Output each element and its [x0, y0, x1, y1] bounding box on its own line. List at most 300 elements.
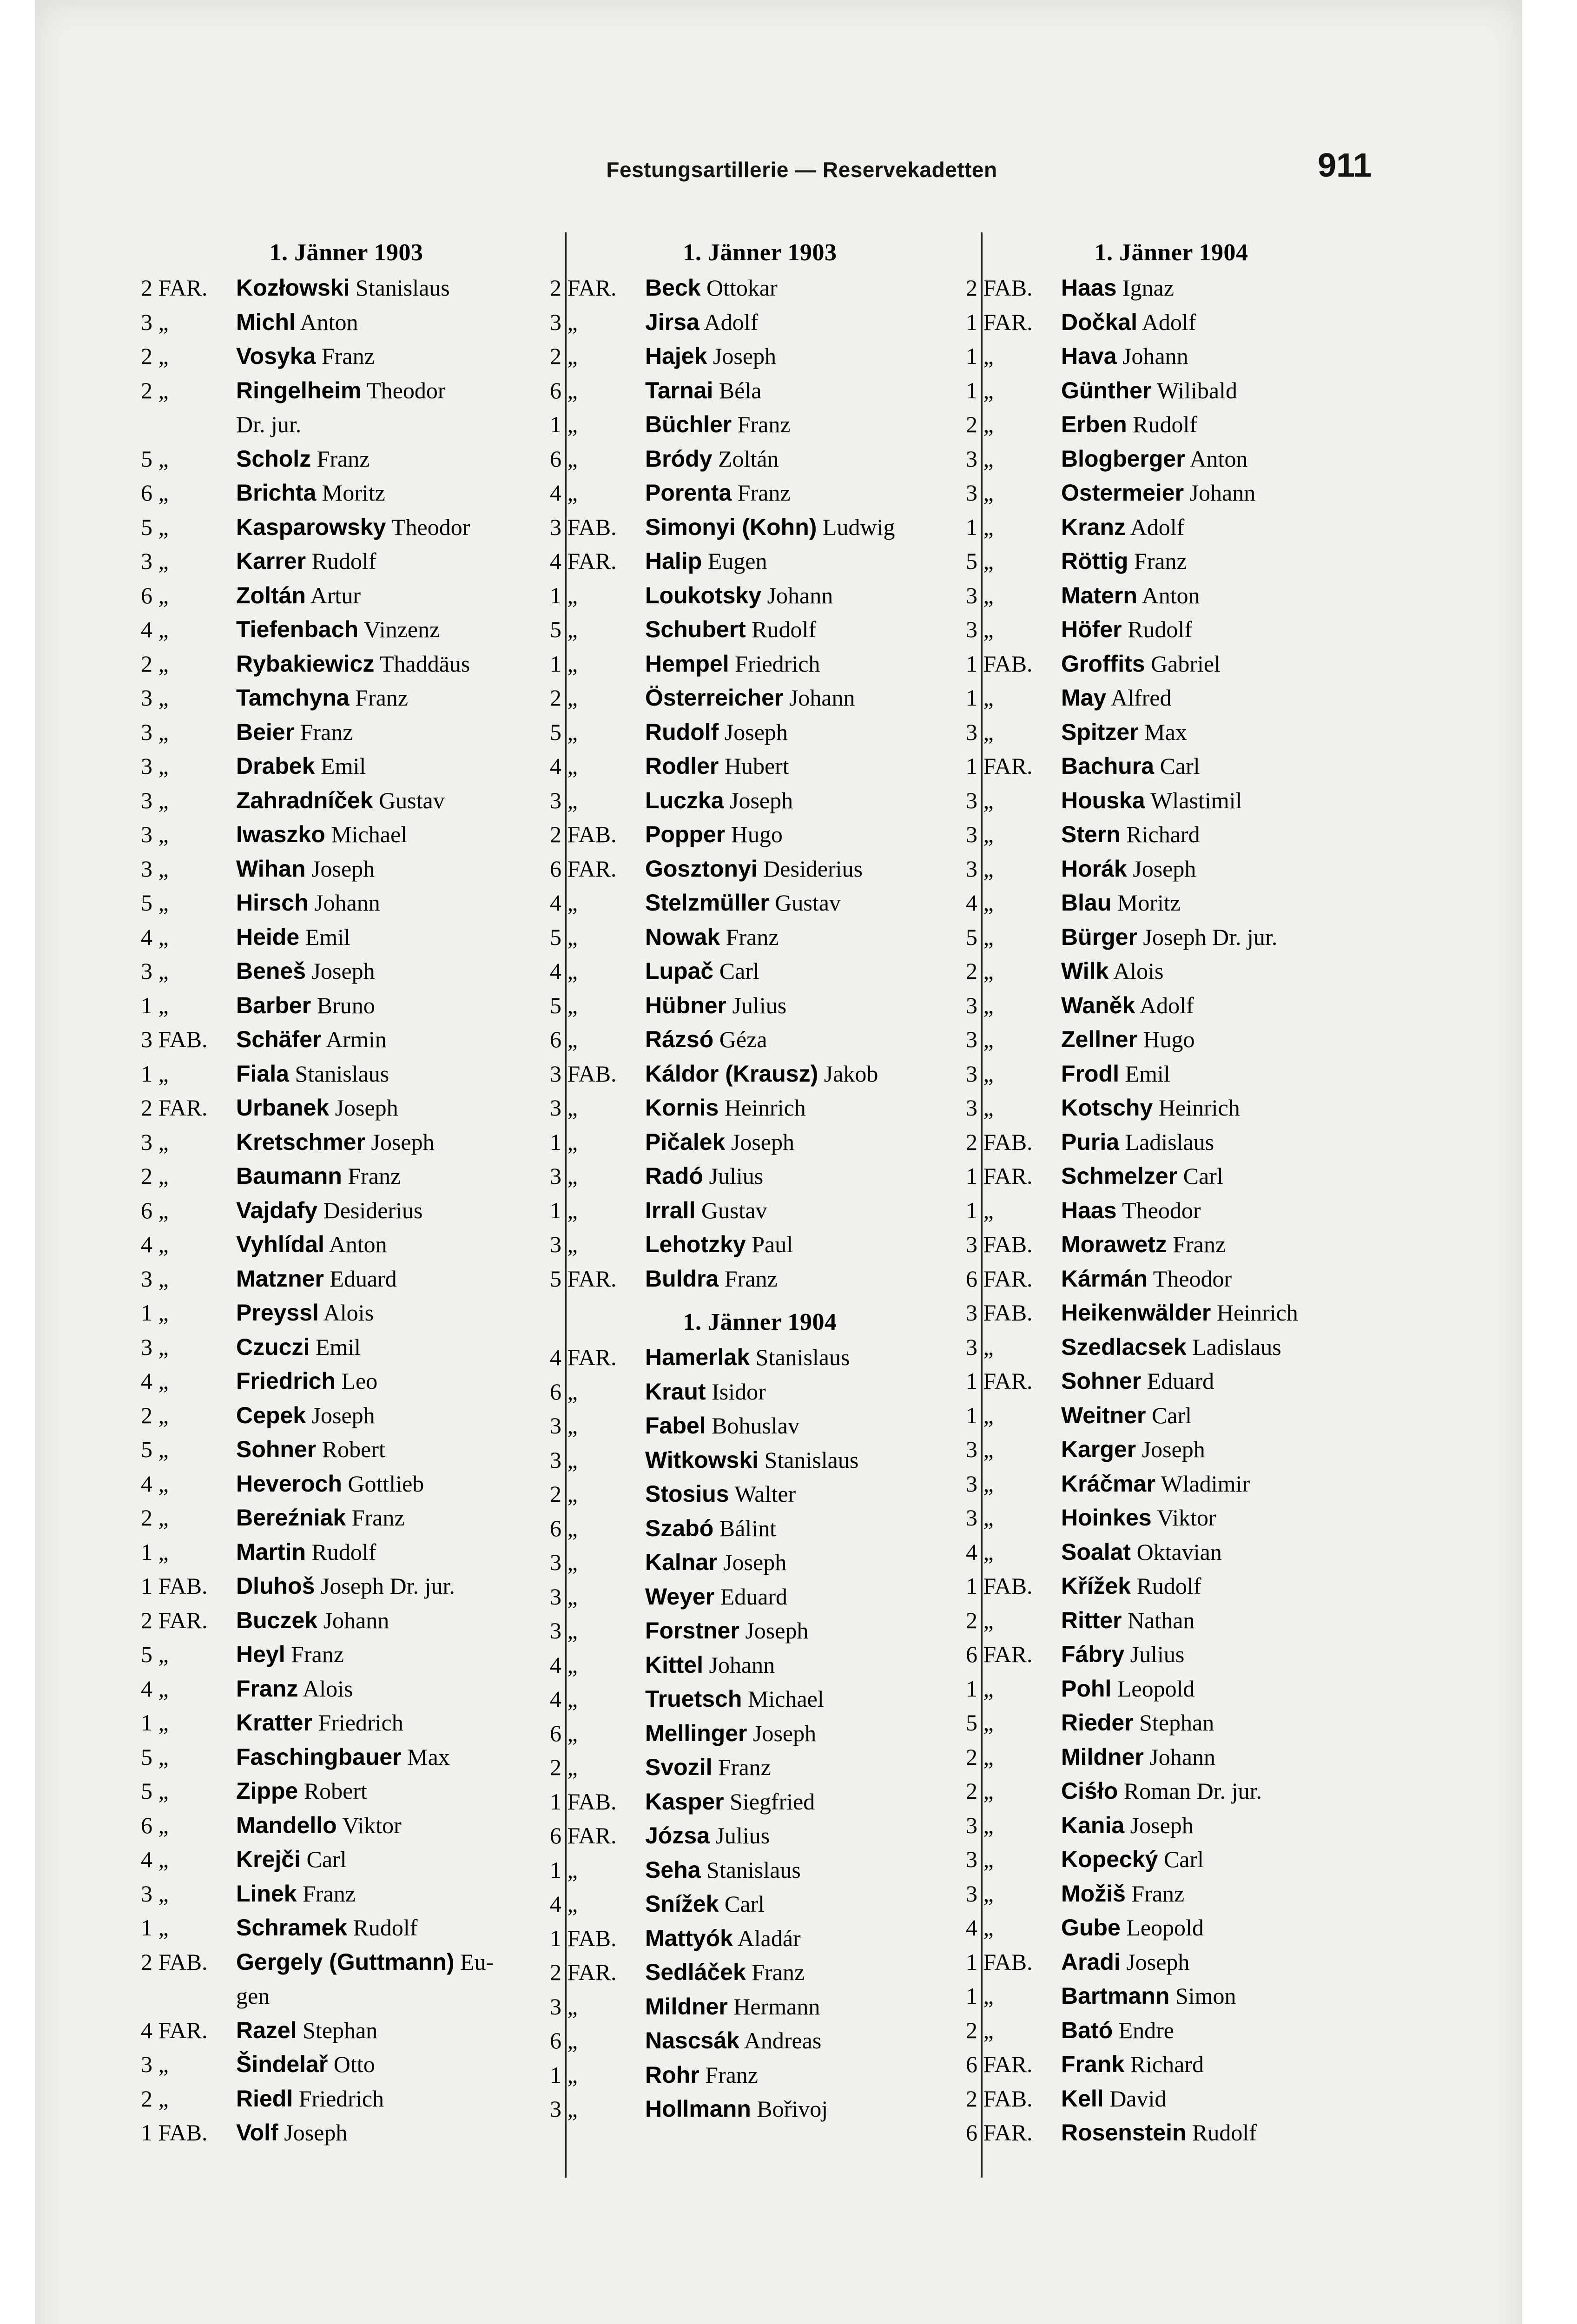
entry-unit: 6 FAR. — [966, 1641, 1033, 1667]
entry-given-name: Theodor — [361, 377, 446, 403]
entry-surname: Kalnar — [645, 1549, 718, 1575]
entry-given-name: Friedrich — [312, 1710, 403, 1736]
entry-given-name: Moritz — [1111, 890, 1181, 916]
entry-unit: 4 „ — [141, 1368, 169, 1394]
entry-given-name: Rudolf — [1127, 411, 1198, 437]
entry-given-name: Emil — [315, 753, 366, 779]
entry-given-name: Ignaz — [1116, 275, 1175, 301]
roster-entry — [546, 1340, 974, 1375]
entry-given-name: Joseph — [724, 787, 793, 813]
entry-given-name: Ladislaus — [1119, 1129, 1214, 1155]
roster-entry — [137, 1296, 555, 1330]
entry-surname: Hamerlak — [645, 1344, 750, 1370]
entry-unit: 2 FAB. — [966, 275, 1033, 301]
entry-surname: Matzner — [236, 1265, 324, 1292]
roster-entry — [137, 1228, 555, 1262]
entry-surname: Tiefenbach — [236, 616, 359, 642]
roster-entry — [962, 613, 1380, 647]
entry-given-name: Richard — [1120, 821, 1200, 847]
roster-entry — [962, 784, 1380, 818]
entry-unit: 3 „ — [141, 685, 169, 711]
roster-entry — [137, 544, 555, 579]
entry-given-name: Franz — [732, 480, 791, 506]
entry-given-name: Franz — [732, 411, 791, 437]
entry-unit: 2 „ — [141, 377, 169, 403]
entry-given-name: Franz — [342, 1163, 401, 1189]
entry-unit: 1 „ — [966, 1402, 994, 1428]
entry-unit: 1 „ — [550, 1197, 578, 1223]
entry-given-name: Eugen — [702, 548, 767, 574]
column-3 — [962, 235, 1380, 2150]
entry-given-name: Simon — [1169, 1983, 1236, 2009]
entry-surname: Kranz — [1061, 514, 1126, 540]
roster-entry — [546, 1921, 974, 1956]
section-heading: 1. Jänner 1903 — [269, 239, 423, 266]
entry-surname: Sohner — [1061, 1368, 1142, 1394]
roster-entry — [962, 1057, 1380, 1091]
entry-surname: Seha — [645, 1856, 701, 1883]
roster-entry — [962, 1706, 1380, 1740]
roster-entry — [962, 2014, 1380, 2048]
entry-given-name: Gottlieb — [342, 1470, 424, 1497]
entry-unit: 3 „ — [550, 1618, 578, 1644]
entry-unit: 5 „ — [966, 924, 994, 950]
entry-unit: 1 FAR. — [966, 309, 1033, 335]
entry-given-name: Desiderius — [757, 855, 863, 882]
entry-unit: 2 „ — [966, 2017, 994, 2043]
entry-surname: Vajdafy — [236, 1197, 318, 1223]
entry-unit: 3 FAB. — [966, 1231, 1033, 1257]
roster-entry — [962, 2047, 1380, 2082]
entry-surname: Schramek — [236, 1915, 348, 1941]
entry-given-name: Anton — [1185, 445, 1248, 472]
roster-entry — [962, 1125, 1380, 1160]
entry-given-name: Robert — [316, 1436, 385, 1462]
roster-entry — [962, 2116, 1380, 2150]
entry-given-name: Béla — [713, 377, 762, 403]
entry-given-name: Rudolf — [1186, 2119, 1257, 2146]
entry-surname: Wilk — [1061, 958, 1109, 984]
entry-unit: 4 FAR. — [550, 548, 617, 574]
entry-given-name: Franz — [746, 1959, 805, 1985]
entry-surname: Krejči — [236, 1846, 301, 1872]
entry-unit: 2 FAR. — [141, 1095, 208, 1121]
entry-surname: Dluhoš — [236, 1573, 315, 1599]
entry-surname: Možiš — [1061, 1880, 1126, 1907]
entry-unit: 6 „ — [141, 582, 169, 608]
entry-given-name: Stephan — [1133, 1710, 1214, 1736]
entry-surname: Stern — [1061, 821, 1121, 847]
entry-surname: Loukotsky — [645, 582, 762, 608]
entry-unit: 3 „ — [966, 992, 994, 1018]
entry-unit: 1 FAB. — [966, 650, 1033, 677]
entry-surname: Snížek — [645, 1891, 719, 1917]
roster-entry — [137, 1023, 555, 1057]
entry-unit: 4 FAR. — [141, 2017, 208, 2043]
entry-unit: 2 „ — [550, 1481, 578, 1507]
running-header: Festungsartillerie — Reservekadetten — [606, 158, 997, 182]
entry-given-name: Joseph — [717, 1549, 787, 1575]
entry-given-name: David — [1103, 2085, 1167, 2112]
entry-unit: 6 „ — [141, 1197, 169, 1223]
entry-given-name: Theodor — [386, 514, 470, 540]
roster-entry — [962, 476, 1380, 510]
roster-entry — [546, 2092, 974, 2126]
roster-entry — [546, 1512, 974, 1546]
entry-surname: Mattyók — [645, 1925, 733, 1951]
page-margin — [1522, 0, 1577, 2324]
entry-unit: 4 „ — [141, 924, 169, 950]
section-heading: 1. Jänner 1904 — [683, 1309, 837, 1335]
entry-unit: 3 „ — [141, 548, 169, 574]
entry-given-name: Stanislaus — [759, 1446, 859, 1473]
entry-given-name: Ladislaus — [1186, 1334, 1281, 1360]
entry-unit: 2 FAR. — [550, 1959, 617, 1985]
roster-entry — [546, 1614, 974, 1648]
entry-surname: Riedl — [236, 2085, 293, 2112]
entry-given-name: Emil — [299, 924, 350, 950]
roster-entry — [546, 1477, 974, 1512]
entry-unit: 3 „ — [141, 1265, 169, 1292]
entry-given-name: Andreas — [739, 2027, 822, 2053]
entry-unit: 5 „ — [141, 890, 169, 916]
entry-unit: 5 „ — [550, 992, 578, 1018]
roster-entry — [962, 954, 1380, 989]
entry-surname: Kotschy — [1061, 1095, 1153, 1121]
entry-unit: 5 „ — [141, 1641, 169, 1667]
entry-unit: 3 „ — [141, 1880, 169, 1907]
roster-entry — [962, 715, 1380, 750]
entry-unit: 1 „ — [550, 411, 578, 437]
entry-unit: 3 „ — [550, 1993, 578, 2020]
entry-surname: Káldor (Krausz) — [645, 1060, 818, 1087]
roster-entry — [546, 544, 974, 579]
roster-entry — [546, 2058, 974, 2093]
entry-given-name: Franz — [699, 2061, 758, 2088]
entry-unit: 4 „ — [141, 1231, 169, 1257]
roster-entry — [962, 1399, 1380, 1433]
entry-given-name: Hugo — [725, 821, 783, 847]
entry-given-name: Isidor — [706, 1378, 766, 1405]
entry-unit: 6 FAR. — [550, 855, 617, 882]
entry-unit: 4 „ — [141, 1675, 169, 1702]
column-1 — [137, 235, 555, 2150]
entry-given-name: Otto — [328, 2051, 375, 2077]
entry-surname: Tarnai — [645, 377, 713, 403]
entry-given-name: Franz — [346, 1505, 405, 1531]
entry-surname: Heide — [236, 924, 300, 950]
entry-surname: Iwaszko — [236, 821, 325, 847]
roster-entry — [137, 2014, 555, 2048]
entry-given-name: Rudolf — [306, 548, 376, 574]
entry-surname: Matern — [1061, 582, 1137, 608]
entry-unit: 4 „ — [550, 480, 578, 506]
roster-entry — [962, 339, 1380, 374]
entry-surname: Puria — [1061, 1129, 1120, 1155]
section-heading: 1. Jänner 1903 — [683, 239, 837, 266]
entry-given-name: Oktavian — [1131, 1538, 1222, 1565]
entry-surname: Jirsa — [645, 309, 699, 335]
entry-unit: 6 „ — [550, 1026, 578, 1052]
entry-surname: Brichta — [236, 480, 317, 506]
entry-surname: Haas — [1061, 1197, 1117, 1223]
entry-unit: 2 „ — [141, 1505, 169, 1531]
entry-surname: Haas — [1061, 275, 1117, 301]
entry-given-name: Robert — [298, 1778, 367, 1804]
entry-given-name: Carl — [713, 958, 759, 984]
entry-surname: Barber — [236, 992, 311, 1018]
entry-given-name: Franz — [294, 719, 353, 745]
entry-surname: Heikenwälder — [1061, 1300, 1211, 1326]
entry-unit: 3 „ — [966, 1060, 994, 1087]
entry-unit: 4 „ — [550, 1891, 578, 1917]
entry-given-name: Joseph — [1127, 855, 1196, 882]
roster-entry — [546, 510, 974, 545]
entry-unit: 1 „ — [550, 650, 578, 677]
roster-entry — [962, 818, 1380, 852]
roster-entry — [137, 1125, 555, 1160]
entry-surname: Beier — [236, 719, 295, 745]
roster-entry — [962, 1877, 1380, 1911]
entry-unit: 3 „ — [966, 1470, 994, 1497]
entry-unit: 1 FAR. — [966, 1163, 1033, 1189]
roster-entry — [962, 1535, 1380, 1570]
roster-entry — [546, 1091, 974, 1125]
entry-surname: Kasper — [645, 1788, 724, 1815]
entry-given-name: Artur — [305, 582, 361, 608]
entry-given-name: Joseph — [278, 2119, 348, 2146]
entry-surname: Bürger — [1061, 924, 1137, 950]
entry-given-name: Rudolf — [746, 616, 817, 642]
roster-entry — [137, 1979, 555, 2014]
roster-entry — [137, 1911, 555, 1945]
entry-surname: Rohr — [645, 2061, 699, 2088]
entry-unit: 1 „ — [966, 514, 994, 540]
entry-unit: 3 „ — [966, 855, 994, 882]
entry-surname: Baumann — [236, 1163, 342, 1189]
entry-surname: Horák — [1061, 855, 1127, 882]
entry-given-name: Ottokar — [700, 275, 778, 301]
entry-surname: Gergely (Guttmann) — [236, 1948, 455, 1975]
roster-entry — [137, 1501, 555, 1535]
entry-surname: Wihan — [236, 855, 306, 882]
entry-given-name: Nathan — [1122, 1607, 1195, 1633]
entry-surname: Volf — [236, 2119, 278, 2146]
roster-entry — [546, 1262, 974, 1296]
roster-entry — [137, 1774, 555, 1809]
entry-unit: 3 „ — [966, 616, 994, 642]
entry-surname: Zellner — [1061, 1026, 1137, 1052]
entry-given-name: Joseph — [1124, 1812, 1194, 1838]
entry-surname: Drabek — [236, 753, 315, 779]
entry-unit: 1 „ — [141, 1538, 169, 1565]
entry-given-name: Eduard — [1141, 1368, 1214, 1394]
entry-surname: Höfer — [1061, 616, 1122, 642]
entry-given-name: Max — [401, 1743, 450, 1770]
roster-entry — [962, 1330, 1380, 1365]
roster-entry — [546, 715, 974, 750]
roster-entry — [546, 784, 974, 818]
roster-entry — [137, 989, 555, 1023]
entry-surname: Hübner — [645, 992, 726, 1018]
entry-surname: Radó — [645, 1163, 703, 1189]
entry-unit: 3 „ — [966, 719, 994, 745]
entry-surname: Truetsch — [645, 1686, 742, 1712]
entry-given-name: Franz — [719, 1265, 778, 1292]
entry-unit: 1 „ — [966, 1675, 994, 1702]
roster-entry — [546, 2024, 974, 2058]
roster-entry — [546, 1443, 974, 1478]
roster-entry — [962, 442, 1380, 476]
entry-given-name: Hermann — [727, 1993, 820, 2020]
entry-surname: Luczka — [645, 787, 724, 813]
entry-surname: Morawetz — [1061, 1231, 1167, 1257]
entry-surname: Urbanek — [236, 1095, 330, 1121]
entry-unit: 1 „ — [966, 685, 994, 711]
entry-given-name: Hugo — [1137, 1026, 1195, 1052]
entry-surname: Ciśło — [1061, 1778, 1118, 1804]
entry-surname: Heveroch — [236, 1470, 342, 1497]
entry-surname: Blau — [1061, 890, 1112, 916]
entry-unit: 2 „ — [141, 1402, 169, 1428]
roster-entry — [137, 1604, 555, 1638]
entry-unit: 1 FAB. — [550, 1925, 617, 1951]
entry-unit: 1 „ — [550, 1129, 578, 1155]
entry-unit: 2 „ — [550, 1754, 578, 1780]
roster-entry — [137, 1057, 555, 1091]
entry-surname: Bereźniak — [236, 1505, 346, 1531]
entry-surname: Kornis — [645, 1095, 719, 1121]
entry-unit: 3 „ — [141, 821, 169, 847]
entry-unit: 2 FAR. — [141, 1607, 208, 1633]
entry-surname: Ostermeier — [1061, 480, 1184, 506]
entry-unit: 4 „ — [550, 753, 578, 779]
entry-given-name: Johann — [317, 1607, 389, 1633]
entry-given-name: Joseph — [329, 1095, 398, 1121]
roster-entry — [962, 1501, 1380, 1535]
entry-unit: 4 „ — [550, 1686, 578, 1712]
entry-given-name: Gustav — [695, 1197, 767, 1223]
roster-entry — [137, 852, 555, 886]
entry-given-name: Leopold — [1120, 1915, 1204, 1941]
roster-entry — [137, 2047, 555, 2082]
entry-surname: Österreicher — [645, 685, 784, 711]
entry-surname: Stelzmüller — [645, 890, 769, 916]
entry-unit: 6 „ — [550, 377, 578, 403]
entry-unit: 3 „ — [141, 958, 169, 984]
entry-surname: Soalat — [1061, 1538, 1131, 1565]
entry-unit: 3 FAB. — [550, 1060, 617, 1087]
entry-surname: Pičalek — [645, 1129, 726, 1155]
entry-given-name: Rudolf — [1122, 616, 1192, 642]
roster-entry — [962, 1296, 1380, 1330]
roster-entry — [962, 1262, 1380, 1296]
entry-given-name: Adolf — [699, 309, 759, 335]
entry-surname: Porenta — [645, 480, 732, 506]
entry-unit: 6 FAR. — [550, 1822, 617, 1849]
entry-unit: 1 FAB. — [966, 1948, 1033, 1975]
roster-entry — [546, 920, 974, 955]
roster-entry — [962, 1842, 1380, 1877]
entry-unit: 4 FAR. — [550, 1344, 617, 1370]
entry-unit: 3 „ — [550, 1583, 578, 1610]
entry-unit: 1 FAB. — [141, 2119, 208, 2146]
roster-entry — [137, 784, 555, 818]
entry-surname: Cepek — [236, 1402, 306, 1428]
entry-surname: Mildner — [645, 1993, 728, 2020]
entry-surname: Frank — [1061, 2051, 1125, 2077]
entry-given-name: Carl — [1158, 1846, 1204, 1872]
entry-given-name: Franz — [285, 1641, 344, 1667]
entry-unit: 3 „ — [550, 1163, 578, 1189]
entry-given-name: Stanislaus — [350, 275, 450, 301]
entry-given-name: Carl — [1177, 1163, 1223, 1189]
entry-surname: Razel — [236, 2017, 297, 2043]
entry-unit: 3 FAB. — [141, 1026, 208, 1052]
entry-surname: Hollmann — [645, 2096, 751, 2122]
entry-given-name: Leopold — [1111, 1675, 1195, 1702]
entry-surname: Zoltán — [236, 582, 306, 608]
entry-given-name: Franz — [297, 1880, 356, 1907]
entry-unit: 2 „ — [966, 958, 994, 984]
page-number: 911 — [1318, 147, 1372, 184]
entry-unit: 6 „ — [550, 1720, 578, 1746]
roster-entry — [962, 749, 1380, 784]
entry-surname: Witkowski — [645, 1446, 759, 1473]
entry-surname: Simonyi (Kohn) — [645, 514, 817, 540]
entry-surname: Kittel — [645, 1651, 703, 1678]
entry-unit: 3 „ — [550, 1549, 578, 1575]
entry-surname: Fábry — [1061, 1641, 1125, 1667]
entry-unit: 3 „ — [141, 1129, 169, 1155]
entry-surname: Hempel — [645, 650, 729, 677]
entry-given-name: Heinrich — [1153, 1095, 1240, 1121]
entry-given-name: Franz — [311, 445, 370, 472]
entry-surname: Halip — [645, 548, 702, 574]
entry-unit: 2 „ — [966, 411, 994, 437]
entry-surname: Bachura — [1061, 753, 1155, 779]
entry-unit: 3 „ — [966, 787, 994, 813]
roster-entry — [137, 1330, 555, 1365]
entry-given-name: Wilibald — [1151, 377, 1237, 403]
entry-surname: Czuczi — [236, 1334, 310, 1360]
roster-entry — [546, 271, 974, 305]
entry-surname: Beck — [645, 275, 701, 301]
entry-surname: Buldra — [645, 1265, 719, 1292]
entry-given-name: Eu- — [454, 1948, 494, 1975]
entry-unit: 4 „ — [141, 1470, 169, 1497]
entry-unit: 3 „ — [966, 1846, 994, 1872]
entry-given-name: Franz — [1128, 548, 1187, 574]
roster-entry — [962, 305, 1380, 340]
entry-given-name: Joseph — [306, 1402, 375, 1428]
column-2 — [546, 235, 974, 2126]
entry-unit: 6 FAR. — [966, 2119, 1033, 2146]
entry-given-name: Joseph — [707, 343, 777, 369]
entry-surname: Rodler — [645, 753, 719, 779]
roster-entry — [137, 1740, 555, 1775]
roster-entry — [546, 476, 974, 510]
entry-given-name: Theodor — [1148, 1265, 1232, 1292]
roster-entry — [546, 1545, 974, 1580]
entry-unit: 2 FAB. — [966, 2085, 1033, 2112]
entry-surname: Kania — [1061, 1812, 1125, 1838]
entry-unit: 5 „ — [966, 1710, 994, 1736]
entry-unit: 1 FAB. — [550, 1788, 617, 1815]
roster-entry — [962, 989, 1380, 1023]
roster-entry — [137, 476, 555, 510]
roster-entry — [546, 1375, 974, 1409]
